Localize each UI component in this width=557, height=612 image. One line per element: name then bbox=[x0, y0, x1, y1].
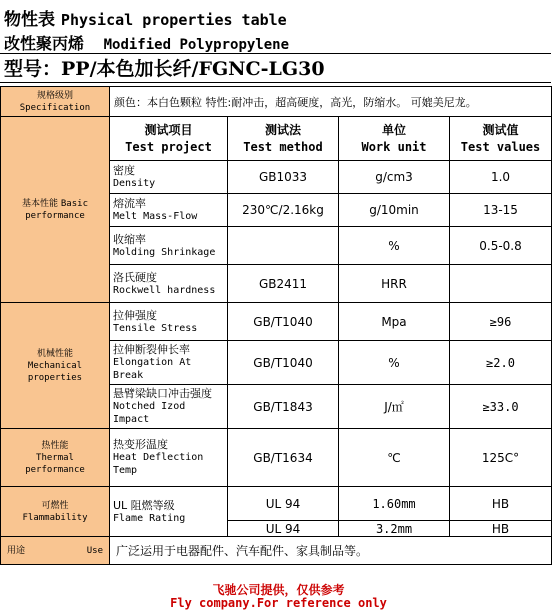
col-work-unit: 单位 Work unit bbox=[339, 117, 450, 161]
use-text: 广泛运用于电器配件、汽车配件、家具制品等。 bbox=[110, 537, 552, 565]
table-row bbox=[1, 303, 552, 341]
work-unit: g/10min bbox=[339, 194, 450, 227]
category-use: 用途 Use bbox=[1, 537, 110, 565]
test-value: 0.5-0.8 bbox=[450, 227, 552, 265]
table-row bbox=[1, 429, 552, 487]
work-unit: % bbox=[339, 227, 450, 265]
model-number: 型号：PP/本色加长纤/FGNC-LG30 bbox=[0, 53, 551, 83]
test-method: 230℃/2.16kg bbox=[228, 194, 339, 227]
test-method: GB2411 bbox=[228, 265, 339, 303]
work-unit: J/㎡ bbox=[339, 385, 450, 429]
work-unit: 3.2mm bbox=[339, 521, 450, 537]
property-name: 密度 Density bbox=[110, 161, 228, 194]
test-value: 125C° bbox=[450, 429, 552, 487]
col-test-values: 测试值 Test values bbox=[450, 117, 552, 161]
work-unit: ℃ bbox=[339, 429, 450, 487]
work-unit: Mpa bbox=[339, 303, 450, 341]
test-method bbox=[228, 227, 339, 265]
test-value: ≥33.0 bbox=[450, 385, 552, 429]
column-header-row bbox=[1, 117, 552, 161]
test-method: UL 94 bbox=[228, 487, 339, 521]
footer-note-en: Fly company.For reference only bbox=[170, 596, 387, 610]
work-unit: % bbox=[339, 341, 450, 385]
test-method: UL 94 bbox=[228, 521, 339, 537]
work-unit: 1.60mm bbox=[339, 487, 450, 521]
test-value bbox=[450, 265, 552, 303]
test-value: ≥2.0 bbox=[450, 341, 552, 385]
col-test-method: 测试法 Test method bbox=[228, 117, 339, 161]
use-row bbox=[1, 537, 552, 565]
properties-table bbox=[0, 86, 552, 565]
test-value: ≥96 bbox=[450, 303, 552, 341]
col-test-project: 测试项目 Test project bbox=[110, 117, 228, 161]
spec-row bbox=[1, 87, 552, 117]
property-name: 洛氏硬度 Rockwell hardness bbox=[110, 265, 228, 303]
category-thermal: 热性能 Thermal performance bbox=[1, 429, 110, 487]
property-name: 拉伸断裂伸长率 Elongation At Break bbox=[110, 341, 228, 385]
category-flammability: 可燃性 Flammability bbox=[1, 487, 110, 537]
test-method: GB/T1040 bbox=[228, 303, 339, 341]
spec-text: 颜色：本白色颗粒 特性:耐冲击，超高硬度，高光，防缩水。 可媲美尼龙。 bbox=[110, 87, 552, 117]
subtitle-en: Modified Polypropylene bbox=[103, 37, 290, 53]
page-subtitle bbox=[4, 31, 289, 54]
property-name: 熔流率 Melt Mass-Flow bbox=[110, 194, 228, 227]
test-method: GB/T1843 bbox=[228, 385, 339, 429]
property-name: 收缩率 Molding Shrinkage bbox=[110, 227, 228, 265]
property-name: UL 阻燃等级 Flame Rating bbox=[110, 487, 228, 537]
work-unit: HRR bbox=[339, 265, 450, 303]
test-method: GB1033 bbox=[228, 161, 339, 194]
table-row bbox=[1, 487, 552, 521]
title-en: Physical properties table bbox=[60, 11, 287, 29]
category-mechanical: 机械性能 Mechanical properties bbox=[1, 303, 110, 429]
test-method: GB/T1040 bbox=[228, 341, 339, 385]
test-value: 13-15 bbox=[450, 194, 552, 227]
title-zh: 物性表 bbox=[4, 10, 55, 30]
property-name: 拉伸强度 Tensile Stress bbox=[110, 303, 228, 341]
category-basic: 基本性能 Basic performance bbox=[1, 117, 110, 303]
property-name: 悬臂梁缺口冲击强度 Notched Izod Impact bbox=[110, 385, 228, 429]
test-value: HB bbox=[450, 487, 552, 521]
footer-note-zh: 飞驰公司提供，仅供参考 bbox=[212, 583, 345, 597]
subtitle-zh: 改性聚丙烯 bbox=[4, 34, 85, 53]
test-value: 1.0 bbox=[450, 161, 552, 194]
page-title bbox=[4, 5, 287, 30]
work-unit: g/cm3 bbox=[339, 161, 450, 194]
spec-label: 规格级别 Specification bbox=[1, 87, 110, 117]
property-name: 热变形温度 Heat Deflection Temp bbox=[110, 429, 228, 487]
test-value: HB bbox=[450, 521, 552, 537]
test-method: GB/T1634 bbox=[228, 429, 339, 487]
